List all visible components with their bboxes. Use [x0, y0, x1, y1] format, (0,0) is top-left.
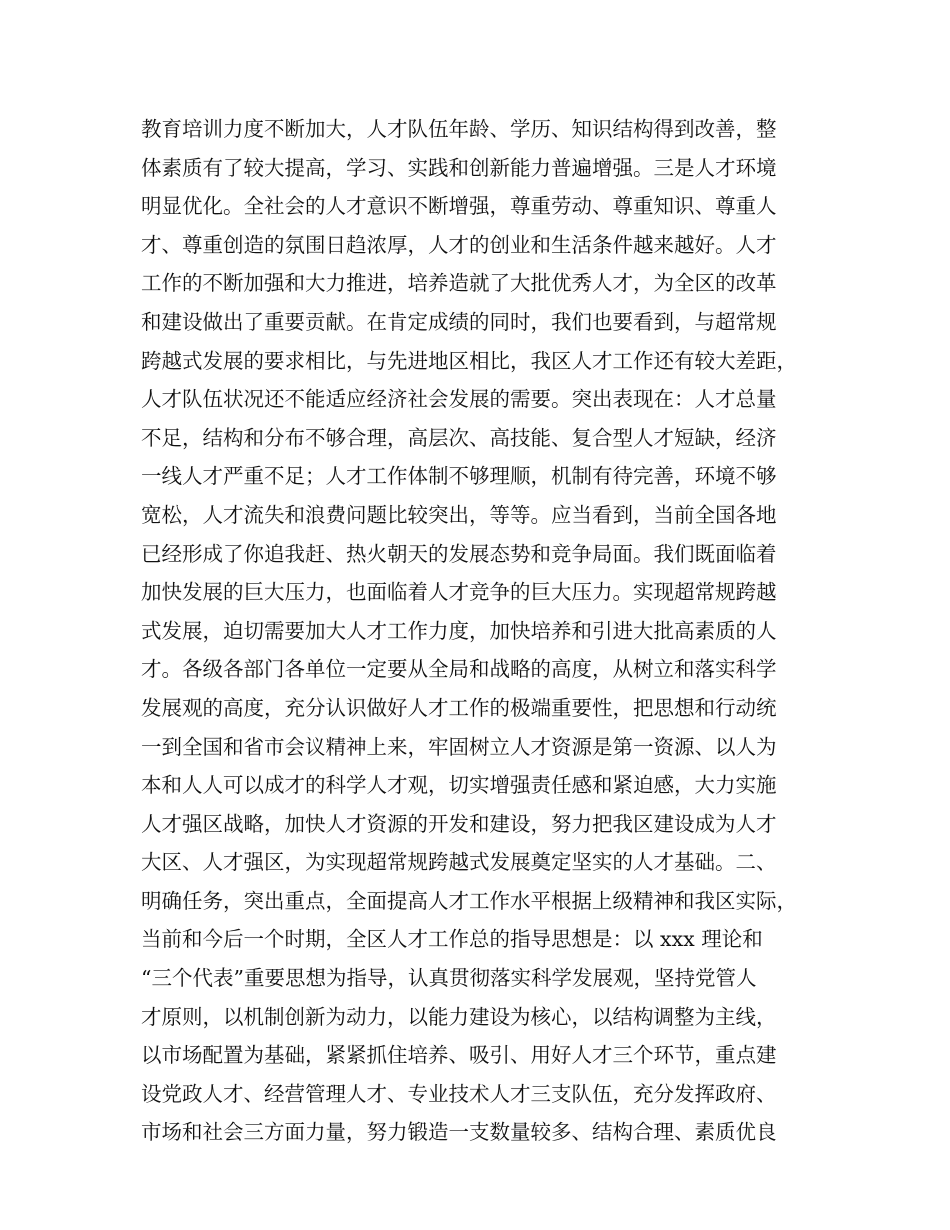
body-text — [141, 110, 831, 1152]
text-line: 已经形成了你追我赶、热火朝天的发展态势和竞争局面。我们既面临着 — [141, 541, 777, 566]
text-line: 一到全国和省市会议精神上来，牢固树立人才资源是第一资源、以人为 — [141, 734, 777, 759]
text-line: 和建设做出了重要贡献。在肯定成绩的同时，我们也要看到，与超常规 — [141, 309, 777, 334]
text-line: 才。各级各部门各单位一定要从全局和战略的高度，从树立和落实科学 — [141, 657, 777, 682]
text-line: 明确任务，突出重点，全面提高人才工作水平根据上级精神和我区实际， — [141, 888, 797, 913]
text-line: 体素质有了较大提高，学习、实践和创新能力普遍增强。三是人才环境 — [141, 155, 777, 180]
text-line: 才原则，以机制创新为动力，以能力建设为核心，以结构调整为主线， — [141, 1004, 777, 1029]
text-line: 人才队伍状况还不能适应经济社会发展的需要。突出表现在：人才总量 — [141, 387, 777, 412]
text-line: 工作的不断加强和大力推进，培养造就了大批优秀人才，为全区的改革 — [141, 271, 777, 296]
text-line: 加快发展的巨大压力，也面临着人才竞争的巨大压力。实现超常规跨越 — [141, 580, 777, 605]
text-line: 不足，结构和分布不够合理，高层次、高技能、复合型人才短缺，经济 — [141, 425, 777, 450]
text-line: 发展观的高度，充分认识做好人才工作的极端重要性，把思想和行动统 — [141, 695, 777, 720]
text-line: 一线人才严重不足；人才工作体制不够理顺，机制有待完善，环境不够 — [141, 464, 777, 489]
text-line: 当前和今后一个时期，全区人才工作总的指导思想是：以 xxx 理论和 — [141, 927, 763, 952]
text-line: “三个代表”重要思想为指导，认真贯彻落实科学发展观，坚持党管人 — [141, 966, 757, 991]
text-line: 才、尊重创造的氛围日趋浓厚，人才的创业和生活条件越来越好。人才 — [141, 232, 777, 257]
text-line: 以市场配置为基础，紧紧抓住培养、吸引、用好人才三个环节，重点建 — [141, 1043, 777, 1068]
text-line: 明显优化。全社会的人才意识不断增强，尊重劳动、尊重知识、尊重人 — [141, 194, 777, 219]
text-line: 式发展，迫切需要加大人才工作力度，加快培养和引进大批高素质的人 — [141, 618, 777, 643]
text-line: 市场和社会三方面力量，努力锻造一支数量较多、结构合理、素质优良 — [141, 1120, 777, 1145]
text-line: 教育培训力度不断加大，人才队伍年龄、学历、知识结构得到改善，整 — [141, 117, 777, 141]
text-line: 设党政人才、经营管理人才、专业技术人才三支队伍，充分发挥政府、 — [141, 1081, 777, 1106]
text-line: 大区、人才强区，为实现超常规跨越式发展奠定坚实的人才基础。二、 — [141, 850, 777, 875]
text-line: 跨越式发展的要求相比，与先进地区相比，我区人才工作还有较大差距， — [141, 348, 797, 373]
text-line: 宽松，人才流失和浪费问题比较突出，等等。应当看到，当前全国各地 — [141, 502, 777, 527]
text-line: 人才强区战略，加快人才资源的开发和建设，努力把我区建设成为人才 — [141, 811, 777, 836]
text-line: 本和人人可以成才的科学人才观，切实增强责任感和紧迫感，大力实施 — [141, 773, 777, 798]
